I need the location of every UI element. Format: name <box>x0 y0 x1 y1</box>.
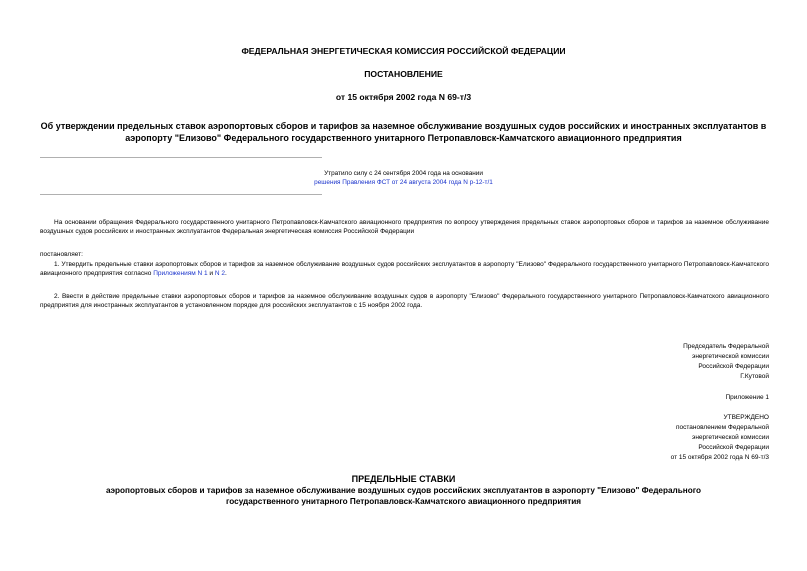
approval-line3: Российской Федерации <box>698 443 769 451</box>
document-title-line2: аэропорту "Елизово" Федерального государственного унитарного Петропавловск-Камчатского авиационного предприятия <box>125 133 682 143</box>
approval-heading: УТВЕРЖДЕНО <box>723 414 769 421</box>
divider-bottom <box>40 194 322 195</box>
appendix-1-link[interactable]: Приложениям N 1 <box>153 270 208 277</box>
rates-subtitle-line1: аэропортовых сборов и тарифов за наземное обслуживание воздушных судов российских эксплуатантов в аэропорту "Елизово" Федерального <box>105 486 702 495</box>
document-date-number: от 15 октября 2002 года N 69-т/3 <box>335 92 472 102</box>
signature-block <box>469 342 769 382</box>
item-1-text: 1. Утвердить предельные ставки аэропортовых сборов и тарифов за наземное обслуживание воздушных судов российских эксплуатантов в аэропорту "Елизово" Федерального государственного унитарного Петропавловск-Камчатского авиационного предприятия согласно <box>40 261 769 277</box>
appendix-2-link[interactable]: N 2 <box>214 270 225 277</box>
signature-line3: Российской Федерации <box>698 362 769 370</box>
status-note-link[interactable]: решения Правления ФСТ от 24 августа 2004 года N р-12-т/1 <box>314 179 493 186</box>
rates-subtitle <box>0 486 807 507</box>
status-note-text: Утратило силу с 24 сентября 2004 года на основании <box>324 170 483 177</box>
rates-subtitle-line2: государственного унитарного Петропавловск-Камчатского авиационного предприятия <box>225 496 582 506</box>
approval-block <box>469 413 769 463</box>
approval-line4: от 15 октября 2002 года N 69-т/3 <box>670 453 769 461</box>
preamble-paragraph: На основании обращения Федерального государственного унитарного Петропавловск-Камчатского авиационного предприятия по вопросу утверждения предельных ставок аэропортовых сборов и тарифов за наземное обслуживание воздушных судов российских и иностранных эксплуатантов Федеральная энергетическая комиссия Российской Федерации <box>40 219 769 235</box>
approval-line1: постановлением Федеральной <box>676 423 769 431</box>
item-2-paragraph: 2. Ввести в действие предельные ставки аэропортовых сборов и тарифов за наземное обслуживание воздушных судов в аэропорту "Елизово" Федерального государственного унитарного Петропавловск-Камчатского авиационного предприятия для иностранных эксплуатантов в установленном порядке для российских эксплуатантов с 15 ноября 2002 года. <box>40 293 769 309</box>
item-1-paragraph <box>40 260 769 278</box>
approval-line2: энергетической комиссии <box>692 433 769 441</box>
document-type: ПОСТАНОВЛЕНИЕ <box>364 69 443 79</box>
status-note <box>0 169 807 187</box>
rates-title: ПРЕДЕЛЬНЫЕ СТАВКИ <box>351 474 456 484</box>
item-1-end: . <box>225 270 227 277</box>
document-title <box>0 120 807 144</box>
appendix-label: Приложение 1 <box>725 394 769 401</box>
document-title-line1: Об утверждении предельных ставок аэропортовых сборов и тарифов за наземное обслуживание воздушных судов российских и иностранных эксплуатантов в <box>40 121 767 131</box>
resolves-label: постановляет: <box>40 251 83 258</box>
signature-line1: Председатель Федеральной <box>683 343 769 350</box>
divider-top <box>40 157 322 158</box>
signature-line2: энергетической комиссии <box>692 352 769 360</box>
item-1-and: и <box>209 270 214 277</box>
issuing-authority: ФЕДЕРАЛЬНАЯ ЭНЕРГЕТИЧЕСКАЯ КОМИССИЯ РОССИЙСКОЙ ФЕДЕРАЦИИ <box>241 46 566 56</box>
signature-name: Г.Кутовой <box>740 372 769 380</box>
